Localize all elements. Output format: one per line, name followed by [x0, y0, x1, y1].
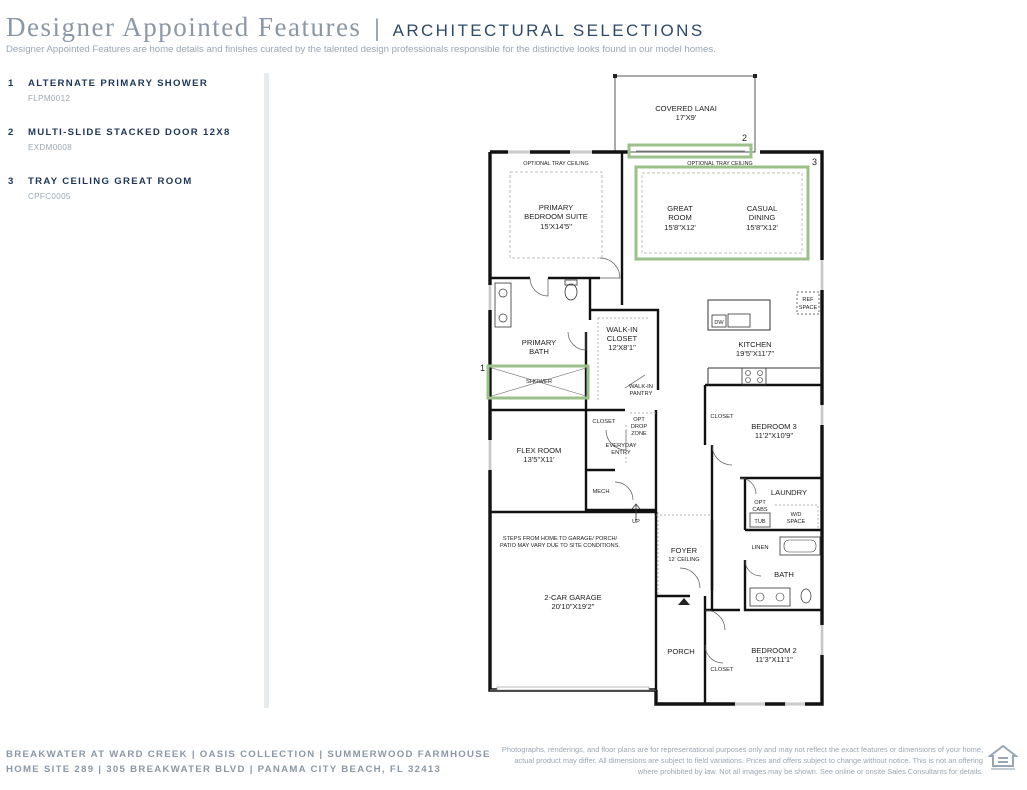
feature-list — [8, 78, 258, 225]
shower-label: SHOWER — [525, 379, 553, 385]
bedroom3-size: 11'2"X10'9" — [754, 431, 794, 440]
walkin-pantry-label: WALK-IN — [629, 384, 653, 390]
feature-item — [8, 78, 258, 103]
burner-icon — [746, 371, 751, 376]
primary-bedroom-label: BEDROOM SUITE — [524, 212, 588, 221]
lanai-post — [613, 74, 617, 78]
highlight-tray-ceiling — [636, 167, 808, 259]
casual-dining-label: CASUAL — [746, 204, 778, 213]
ref-space-label: SPACE — [798, 305, 818, 311]
everyday-entry-label: EVERYDAY — [605, 443, 637, 449]
drop-zone-label: ZONE — [631, 431, 647, 437]
bathtub-basin-icon — [784, 540, 816, 552]
opt-cabs-label: OPT — [754, 500, 766, 506]
burner-icon — [758, 371, 763, 376]
closet-label: CLOSET — [710, 414, 734, 420]
entry-arrow-icon — [678, 598, 690, 605]
marker-3: 3 — [812, 157, 818, 167]
address-line: HOME SITE 289 | 305 BREAKWATER BLVD | PANAMA CITY BEACH, FL 32413 — [6, 764, 442, 775]
marker-2: 2 — [742, 133, 748, 143]
burner-icon — [746, 378, 751, 383]
linen-label: LINEN — [751, 545, 769, 551]
tray-ceiling-label: OPTIONAL TRAY CEILING — [687, 161, 753, 167]
up-label: UP — [632, 519, 640, 525]
tub-label: TUB — [754, 519, 766, 525]
community-footer — [6, 747, 491, 777]
wd-space-label: W/D — [790, 512, 802, 518]
laundry-label: LAUNDRY — [770, 488, 808, 497]
feature-code: CPFC0005 — [28, 192, 71, 201]
closet-shelves — [598, 318, 818, 596]
primary-bedroom-label: PRIMARY — [538, 203, 574, 212]
equal-housing-opportunity-icon — [988, 744, 1018, 772]
flex-room-size: 13'5"X11' — [523, 455, 555, 464]
feature-name: ALTERNATE PRIMARY SHOWER — [28, 78, 209, 89]
great-room-label: ROOM — [668, 213, 692, 222]
primary-bath-label: BATH — [529, 347, 549, 356]
tray-ceiling-label: OPTIONAL TRAY CEILING — [523, 161, 589, 167]
basin-icon — [776, 593, 784, 601]
mech-label: MECH — [592, 489, 610, 495]
feature-code: FLPM0012 — [28, 94, 71, 103]
vertical-divider — [264, 73, 269, 708]
dw-label: DW — [714, 320, 724, 326]
garage-size: 20'10"X19'2" — [551, 602, 595, 611]
toilet-icon — [565, 284, 577, 300]
feature-name: TRAY CEILING GREAT ROOM — [28, 176, 193, 187]
section-title: ARCHITECTURAL SELECTIONS — [392, 21, 705, 40]
feature-name: MULTI-SLIDE STACKED DOOR 12X8 — [28, 127, 231, 138]
bedroom3-label: BEDROOM 3 — [751, 422, 797, 431]
bath-label: BATH — [774, 570, 794, 579]
kitchen-label: KITCHEN — [738, 340, 772, 349]
foyer-label: FOYER — [670, 546, 698, 555]
walkin-closet-size: 12'X8'1" — [608, 343, 636, 352]
vanity-icon — [495, 283, 511, 327]
page-description: Designer Appointed Features are home details and finishes curated by the talented design professionals responsible for the distinctive looks found in our model homes. — [6, 44, 716, 55]
toilet-icon — [801, 589, 811, 603]
drop-zone-label: DROP — [630, 424, 648, 430]
kitchen-size: 19'5"X11'7" — [735, 349, 775, 358]
walkin-closet-label: WALK-IN — [606, 325, 638, 334]
casual-dining-size: 15'8"X12' — [746, 223, 778, 232]
great-room-tray-outline — [642, 173, 802, 253]
opt-cabs-label: CABS — [752, 507, 768, 513]
great-room-label: GREAT — [667, 204, 693, 213]
burner-icon — [758, 378, 763, 383]
garage-note: STEPS FROM HOME TO GARAGE/ PORCH/ — [502, 536, 618, 542]
garage-label: 2-CAR GARAGE — [544, 593, 602, 602]
closet-label: CLOSET — [710, 667, 734, 673]
garage-note: PATIO MAY VARY DUE TO SITE CONDITIONS. — [500, 543, 620, 549]
marker-1: 1 — [480, 363, 486, 373]
closet-label: CLOSET — [592, 419, 616, 425]
basin-icon — [499, 314, 507, 322]
primary-bedroom-size: 15'X14'5" — [540, 222, 572, 231]
great-room-size: 15'8"X12' — [664, 223, 696, 232]
casual-dining-label: DINING — [748, 213, 776, 222]
sink-icon — [728, 314, 750, 327]
feature-item — [8, 176, 258, 201]
range-icon — [742, 368, 766, 385]
feature-number: 3 — [8, 176, 15, 187]
page-header — [6, 12, 705, 43]
bedroom2-size: 11'3"X11'1" — [755, 655, 793, 664]
walkin-pantry-label: PANTRY — [629, 391, 653, 397]
bedroom2-label: BEDROOM 2 — [751, 646, 797, 655]
basin-icon — [756, 593, 764, 601]
lanai-size: 17'X9' — [675, 113, 697, 122]
everyday-entry-label: ENTRY — [611, 450, 631, 456]
title-separator: | — [373, 15, 381, 42]
page-title: Designer Appointed Features — [6, 12, 362, 42]
foyer-ceiling: 12' CEILING — [668, 557, 700, 563]
garage-door-opening — [497, 687, 649, 690]
basin-icon — [499, 289, 507, 297]
feature-number: 1 — [8, 78, 15, 89]
disclaimer: Photographs, renderings, and floor plans are for representational purposes only and may not reflect the exact features or dimensions of your home, actual product may differ. All dimensions are subject to field variations. Prices and offers subject to change without notice. This is not an offering where prohibited by law. Not all images may be shown. See online or onsite Sales Consultants for details. — [501, 745, 983, 776]
floor-plan — [480, 70, 830, 710]
porch-label: PORCH — [667, 647, 695, 656]
feature-item — [8, 127, 258, 152]
flex-room-label: FLEX ROOM — [516, 446, 562, 455]
ref-space-label: REF — [802, 297, 814, 303]
feature-number: 2 — [8, 127, 15, 138]
primary-bath-label: PRIMARY — [521, 338, 557, 347]
wd-space-label: SPACE — [786, 519, 806, 525]
lanai-label: COVERED LANAI — [655, 104, 717, 113]
community-line: BREAKWATER AT WARD CREEK | OASIS COLLECTION | SUMMERWOOD FARMHOUSE — [6, 749, 491, 760]
drop-zone-label: OPT — [633, 417, 645, 423]
lanai-post — [753, 74, 757, 78]
feature-code: EXDM0008 — [28, 143, 73, 152]
walkin-closet-label: CLOSET — [606, 334, 638, 343]
